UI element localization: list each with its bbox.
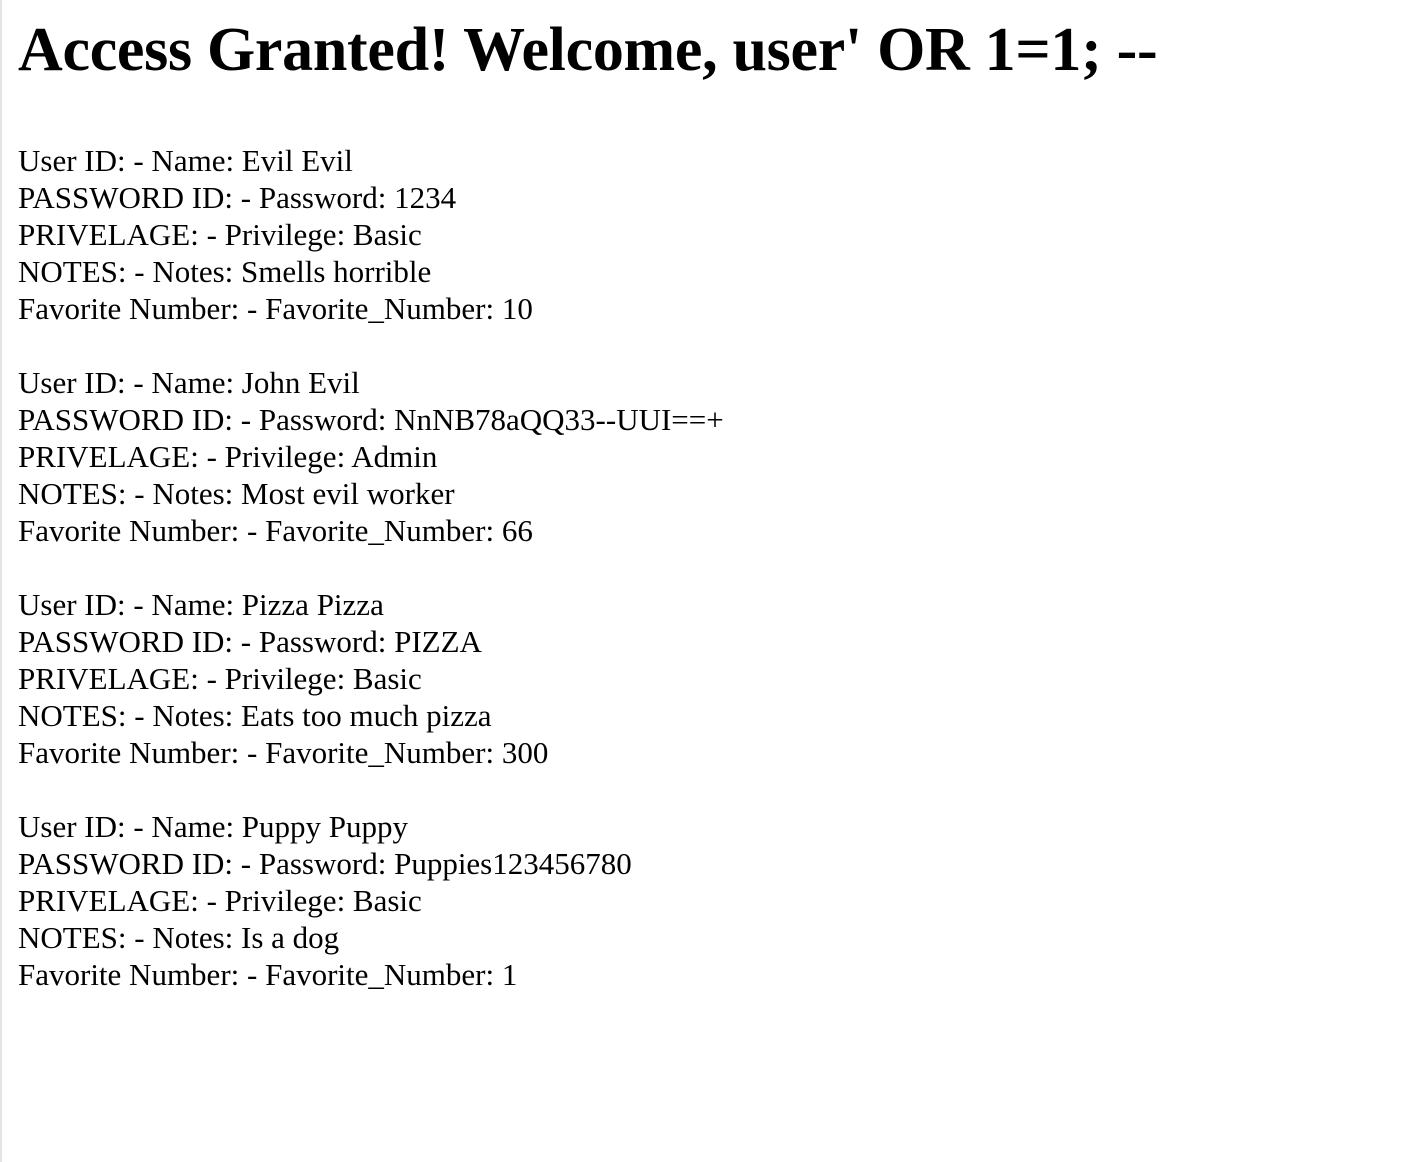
user-record: [18, 586, 1418, 771]
record-privilege: PRIVELAGE: - Privilege: Admin: [18, 439, 438, 474]
record-notes: NOTES: - Notes: Eats too much pizza: [18, 698, 492, 733]
record-favorite-number: Favorite Number: - Favorite_Number: 300: [18, 735, 549, 770]
record-favorite-number: Favorite Number: - Favorite_Number: 1: [18, 957, 518, 992]
page-title: Access Granted! Welcome, user' OR 1=1; --: [18, 16, 1158, 84]
record-password: PASSWORD ID: - Password: NnNB78aQQ33--UUI==+: [18, 402, 724, 437]
record-name: User ID: - Name: Pizza Pizza: [18, 587, 384, 622]
record-password: PASSWORD ID: - Password: Puppies123456780: [18, 846, 632, 881]
record-privilege: PRIVELAGE: - Privilege: Basic: [18, 661, 422, 696]
record-name: User ID: - Name: Evil Evil: [18, 143, 353, 178]
record-notes: NOTES: - Notes: Is a dog: [18, 920, 340, 955]
window-left-edge: [0, 0, 2, 1162]
record-privilege: PRIVELAGE: - Privilege: Basic: [18, 883, 422, 918]
user-records-list: [18, 142, 1418, 993]
record-favorite-number: Favorite Number: - Favorite_Number: 66: [18, 513, 533, 548]
record-name: User ID: - Name: John Evil: [18, 365, 360, 400]
record-password: PASSWORD ID: - Password: 1234: [18, 180, 457, 215]
record-notes: NOTES: - Notes: Smells horrible: [18, 254, 432, 289]
record-favorite-number: Favorite Number: - Favorite_Number: 10: [18, 291, 533, 326]
record-privilege: PRIVELAGE: - Privilege: Basic: [18, 217, 422, 252]
record-name: User ID: - Name: Puppy Puppy: [18, 809, 409, 844]
user-record: [18, 364, 1418, 549]
user-record: [18, 808, 1418, 993]
user-record: [18, 142, 1418, 327]
record-notes: NOTES: - Notes: Most evil worker: [18, 476, 455, 511]
record-password: PASSWORD ID: - Password: PIZZA: [18, 624, 482, 659]
